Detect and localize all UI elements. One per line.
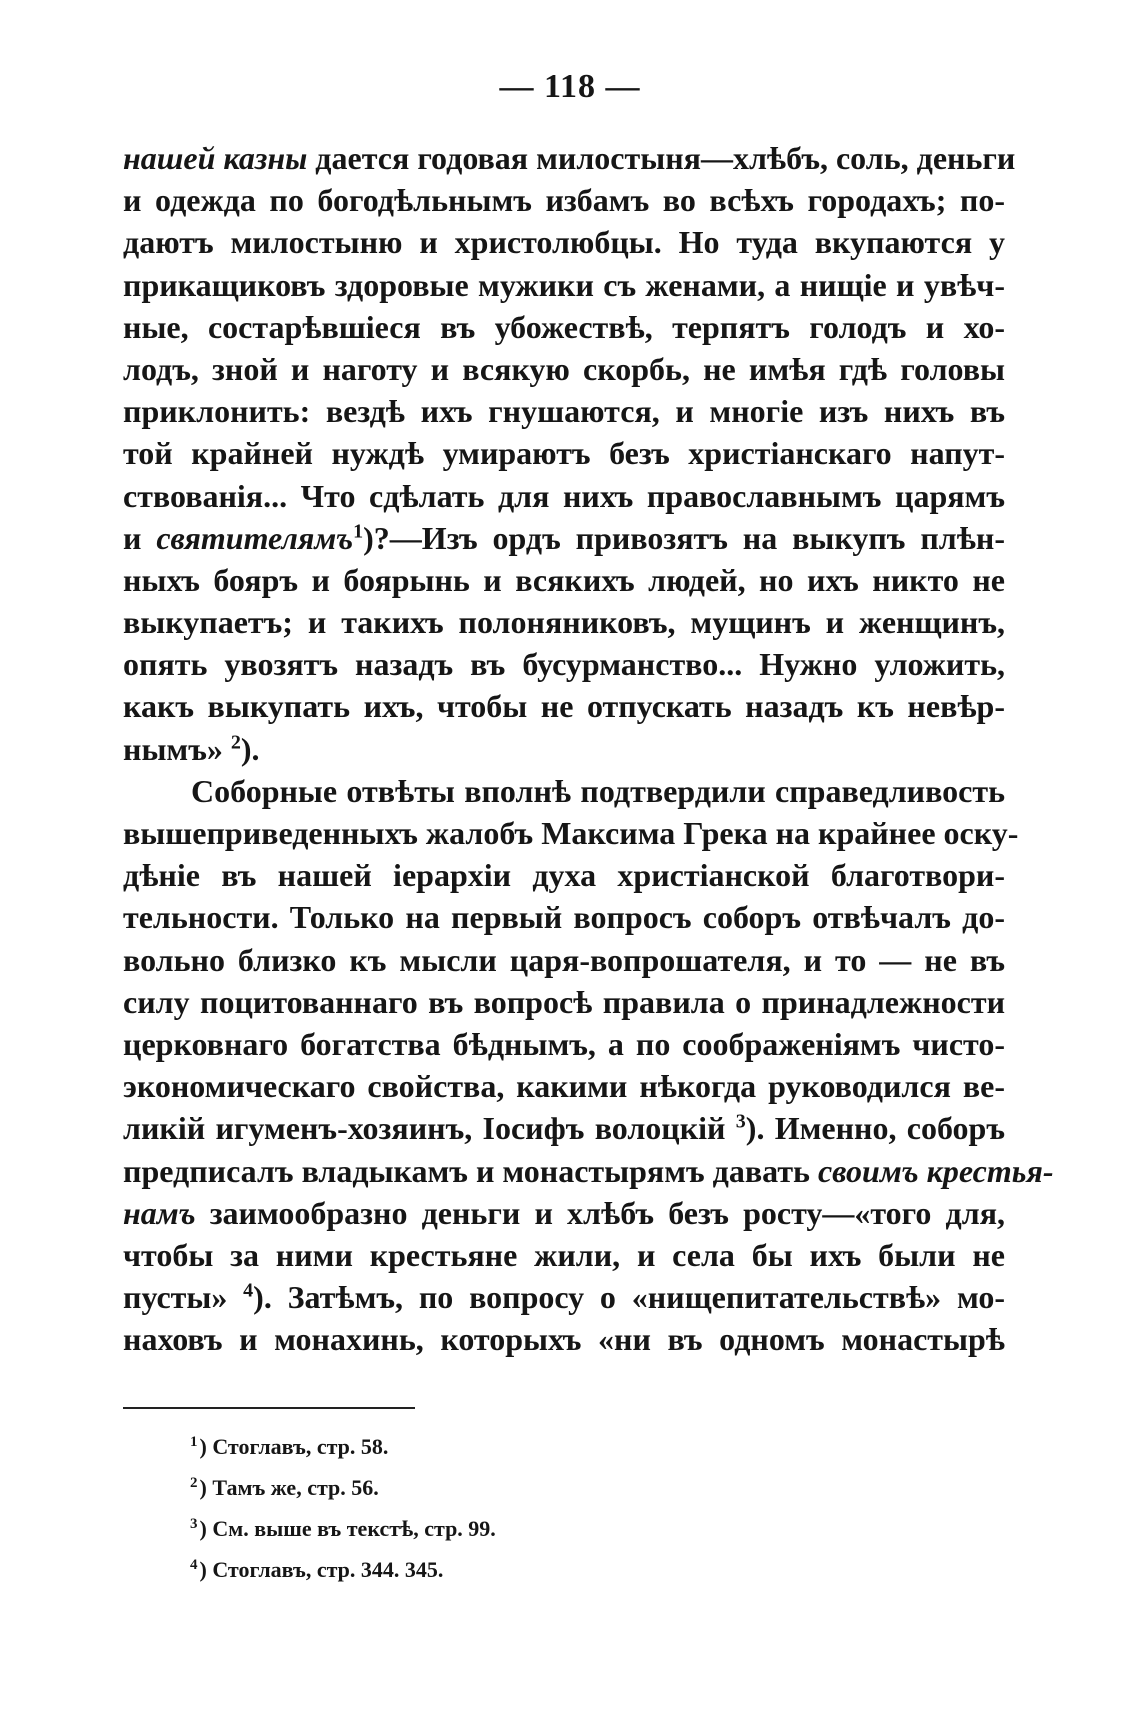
- text-run: той крайней нуждѣ умираютъ безъ христіанскаго напут-: [123, 435, 1005, 472]
- text-run: ствованія... Что сдѣлать для нихъ православнымъ царямъ: [123, 477, 1005, 514]
- text-line: [123, 475, 1005, 517]
- text-run: и: [123, 519, 157, 556]
- text-run: дѣніе въ нашей іерархіи духа христіанской благотвори-: [123, 857, 1005, 894]
- text-run: наховъ и монахинь, которыхъ «ни въ одномъ монастырѣ: [123, 1321, 1005, 1358]
- footnote-mark: 2: [190, 1475, 198, 1491]
- text-run: какъ выкупать ихъ, чтобы не отпускать назадъ къ невѣр-: [123, 688, 1005, 725]
- text-line: [123, 770, 1005, 812]
- footnote-item: [190, 1506, 496, 1547]
- text-line: [123, 1276, 1005, 1318]
- footnote-text: ) Стоглавъ, стр. 58.: [199, 1434, 389, 1459]
- text-line: [123, 221, 1005, 263]
- footnote-mark: 4: [190, 1557, 198, 1573]
- text-run: силу поцитованнаго въ вопросѣ правила о принадлежности: [123, 983, 1005, 1020]
- text-run: ).: [240, 730, 260, 767]
- footnote-text: ) Тамъ же, стр. 56.: [199, 1475, 379, 1500]
- page-number: — 118 —: [499, 68, 641, 105]
- footnote-text: ) См. выше въ текстѣ, стр. 99.: [199, 1516, 496, 1541]
- text-run: церковнаго богатства бѣднымъ, а по соображеніямъ чисто-: [123, 1025, 1005, 1062]
- text-line: [123, 896, 1005, 938]
- footnote-item: [190, 1424, 496, 1465]
- footnote-item: [190, 1465, 496, 1506]
- footnote-mark: 3: [190, 1516, 198, 1532]
- text-run: )?—Изъ ордъ привозятъ на выкупъ плѣн-: [363, 519, 1006, 556]
- text-line: [123, 348, 1005, 390]
- text-line: [123, 643, 1005, 685]
- text-line: [123, 1318, 1005, 1360]
- text-line: [123, 306, 1005, 348]
- text-line: [123, 179, 1005, 221]
- text-run: ). Затѣмъ, по вопросу о «нищепитательствѣ» мо-: [253, 1279, 1006, 1316]
- footnote-text: ) Стоглавъ, стр. 344. 345.: [199, 1557, 444, 1582]
- footnote-divider: [123, 1407, 415, 1409]
- text-line: [123, 1023, 1005, 1065]
- text-run: выкупаетъ; и такихъ полоняниковъ, мущинъ и женщинъ,: [123, 604, 1005, 641]
- text-run: тельности. Только на первый вопросъ соборъ отвѣчалъ до-: [123, 899, 1005, 936]
- text-run: и одежда по богодѣльнымъ избамъ во всѣхъ городахъ; по-: [123, 182, 1005, 219]
- text-run: ликій игуменъ-хозяинъ, Іосифъ волоцкій: [123, 1110, 736, 1147]
- footnotes: [190, 1424, 496, 1588]
- text-run: чтобы за ними крестьяне жили, и села бы ихъ были не: [123, 1236, 1005, 1273]
- text-line: [123, 1107, 1005, 1149]
- text-run: ). Именно, соборъ: [745, 1110, 1006, 1147]
- footnote-mark: 1: [190, 1434, 198, 1450]
- text-run: заимообразно деньги и хлѣбъ безъ росту—«того для,: [195, 1194, 1005, 1231]
- footnote-item: [190, 1547, 496, 1588]
- text-run: лодъ, зной и наготу и всякую скорбь, не имѣя гдѣ головы: [123, 350, 1005, 387]
- text-line: [123, 601, 1005, 643]
- footnote-ref: 1: [353, 520, 364, 543]
- text-run: вышеприведенныхъ жалобъ Максима Грека на крайнее оску-: [123, 815, 1019, 851]
- text-run: нымъ»: [123, 730, 231, 767]
- text-run: вольно близко къ мысли царя-вопрошателя, и то — не въ: [123, 941, 1005, 978]
- text-line: [123, 812, 1019, 854]
- text-line: [123, 1065, 1005, 1107]
- text-run: ныхъ бояръ и боярынь и всякихъ людей, но ихъ никто не: [123, 561, 1005, 598]
- main-text: [123, 137, 1054, 1360]
- text-line: [123, 1150, 1054, 1192]
- text-line: [123, 854, 1005, 896]
- text-run: пусты»: [123, 1279, 244, 1316]
- text-run: дается годовая милостыня—хлѣбъ, соль, деньги: [307, 140, 1016, 176]
- text-run: прикащиковъ здоровые мужики съ женами, а нищіе и увѣч-: [123, 266, 1005, 303]
- text-run: своимъ крестья-: [817, 1152, 1054, 1189]
- text-line: [123, 939, 1005, 981]
- text-line: [123, 1234, 1005, 1276]
- text-line: [123, 517, 1005, 559]
- text-run: святителямъ: [156, 519, 354, 556]
- text-run: Соборные отвѣты вполнѣ подтвердили справедливость: [191, 772, 1005, 809]
- text-line: [123, 137, 1016, 179]
- text-run: приклонить: вездѣ ихъ гнушаются, и многіе изъ нихъ въ: [123, 393, 1005, 430]
- text-line: [123, 981, 1005, 1023]
- text-run: экономическаго свойства, какими нѣкогда руководился ве-: [123, 1068, 1005, 1105]
- text-run: предписалъ владыкамъ и монастырямъ давать: [123, 1152, 818, 1189]
- footnote-ref: 4: [243, 1279, 254, 1302]
- footnote-ref: 3: [735, 1110, 746, 1133]
- text-line: [123, 390, 1005, 432]
- text-line: [123, 728, 1005, 770]
- text-line: [123, 432, 1005, 474]
- text-run: намъ: [123, 1194, 196, 1231]
- text-run: нашей казны: [123, 140, 308, 176]
- text-line: [123, 559, 1005, 601]
- text-line: [123, 685, 1005, 727]
- footnote-ref: 2: [230, 730, 241, 753]
- text-run: ные, состарѣвшіеся въ убожествѣ, терпятъ голодъ и хо-: [123, 308, 1005, 345]
- text-run: даютъ милостыню и христолюбцы. Но туда вкупаются у: [123, 224, 1005, 261]
- text-run: опять увозятъ назадъ въ бусурманство... Нужно уложить,: [123, 646, 1005, 683]
- text-line: [123, 1192, 1005, 1234]
- text-line: [123, 264, 1005, 306]
